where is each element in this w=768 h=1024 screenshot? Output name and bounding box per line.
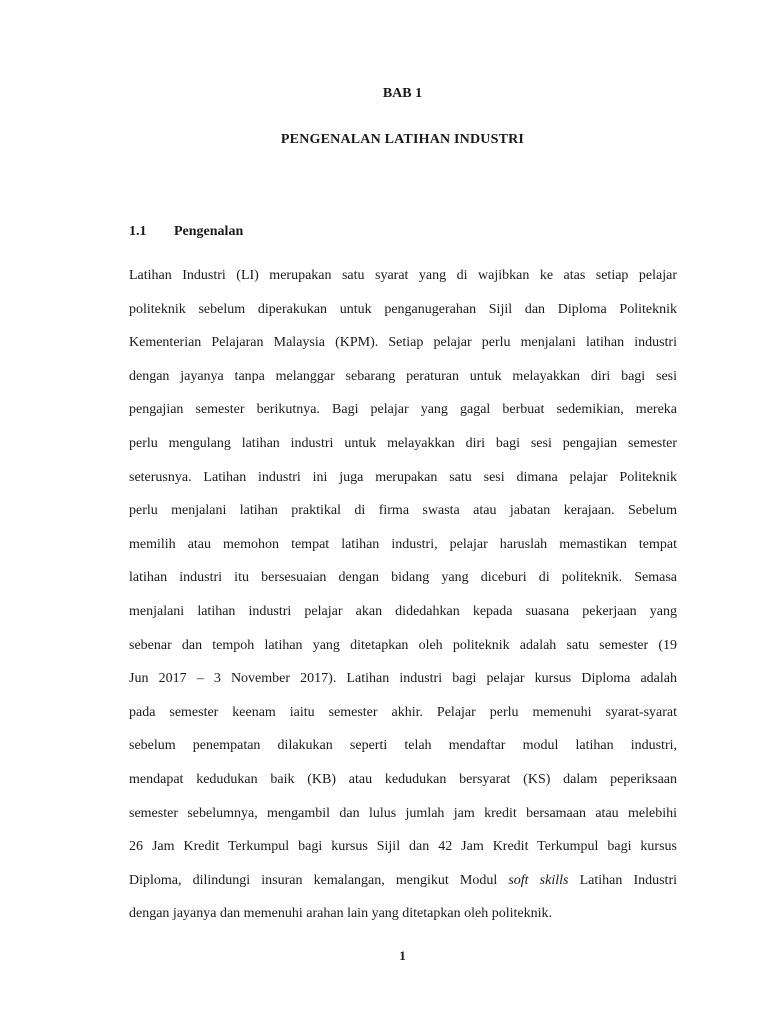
paragraph-line: latihan industri itu bersesuaian dengan bidang yang diceburi di politeknik. Semasa	[129, 570, 677, 586]
soft-skills-emphasis: soft skills	[508, 872, 569, 888]
paragraph-line: semester sebelumnya, mengambil dan lulus jumlah jam kredit bersamaan atau melebihi	[129, 805, 677, 821]
line-text-before: Diploma, dilindungi insuran kemalangan, mengikut Modul	[129, 872, 509, 888]
page-number: 1	[399, 948, 406, 963]
paragraph-line-soft-skills	[129, 867, 677, 901]
paragraph-line: dengan jayanya tanpa melanggar sebarang peraturan untuk melayakkan diri bagi sesi	[129, 368, 677, 384]
paragraph-line: Latihan Industri (LI) merupakan satu syarat yang di wajibkan ke atas setiap pelajar	[129, 268, 677, 283]
paragraph-line: menjalani latihan industri pelajar akan didedahkan kepada suasana pekerjaan yang	[129, 603, 677, 619]
paragraph-line: memilih atau memohon tempat latihan industri, pelajar haruslah memastikan tempat	[129, 536, 677, 552]
paragraph-line: perlu menjalani latihan praktikal di firma swasta atau jabatan kerajaan. Sebelum	[129, 503, 677, 519]
section-heading	[129, 224, 243, 240]
paragraph-line: sebenar dan tempoh latihan yang ditetapkan oleh politeknik adalah satu semester (19	[129, 637, 677, 653]
paragraph-line: pengajian semester berikutnya. Bagi pelajar yang gagal berbuat sedemikian, mereka	[129, 402, 677, 418]
paragraph-line: politeknik sebelum diperakukan untuk penganugerahan Sijil dan Diploma Politeknik	[129, 301, 677, 317]
paragraph-line: perlu mengulang latihan industri untuk melayakkan diri bagi sesi pengajian semester	[129, 435, 677, 451]
paragraph-line: Kementerian Pelajaran Malaysia (KPM). Setiap pelajar perlu menjalani latihan industri	[129, 335, 677, 351]
paragraph-line: 26 Jam Kredit Terkumpul bagi kursus Sijil dan 42 Jam Kredit Terkumpul bagi kursus	[129, 839, 677, 855]
paragraph-line: seterusnya. Latihan industri ini juga merupakan satu sesi dimana pelajar Politeknik	[129, 469, 677, 485]
paragraph-line: mendapat kedudukan baik (KB) atau kedudukan bersyarat (KS) dalam peperiksaan	[129, 771, 677, 787]
section-title: Pengenalan	[174, 224, 244, 239]
section-number: 1.1	[129, 224, 147, 239]
line-text-after: Latihan Industri	[568, 872, 677, 888]
paragraph-line: pada semester keenam iaitu semester akhir. Pelajar perlu memenuhi syarat-syarat	[129, 704, 677, 720]
paragraph-line: sebelum penempatan dilakukan seperti telah mendaftar modul latihan industri,	[129, 738, 677, 754]
chapter-title: PENGENALAN LATIHAN INDUSTRI	[280, 132, 525, 147]
paragraph-last-line: dengan jayanya dan memenuhi arahan lain yang ditetapkan oleh politeknik.	[129, 906, 552, 922]
body-paragraph	[129, 262, 677, 934]
chapter-label: BAB 1	[382, 86, 423, 101]
paragraph-line: Jun 2017 – 3 November 2017). Latihan industri bagi pelajar kursus Diploma adalah	[129, 671, 677, 687]
